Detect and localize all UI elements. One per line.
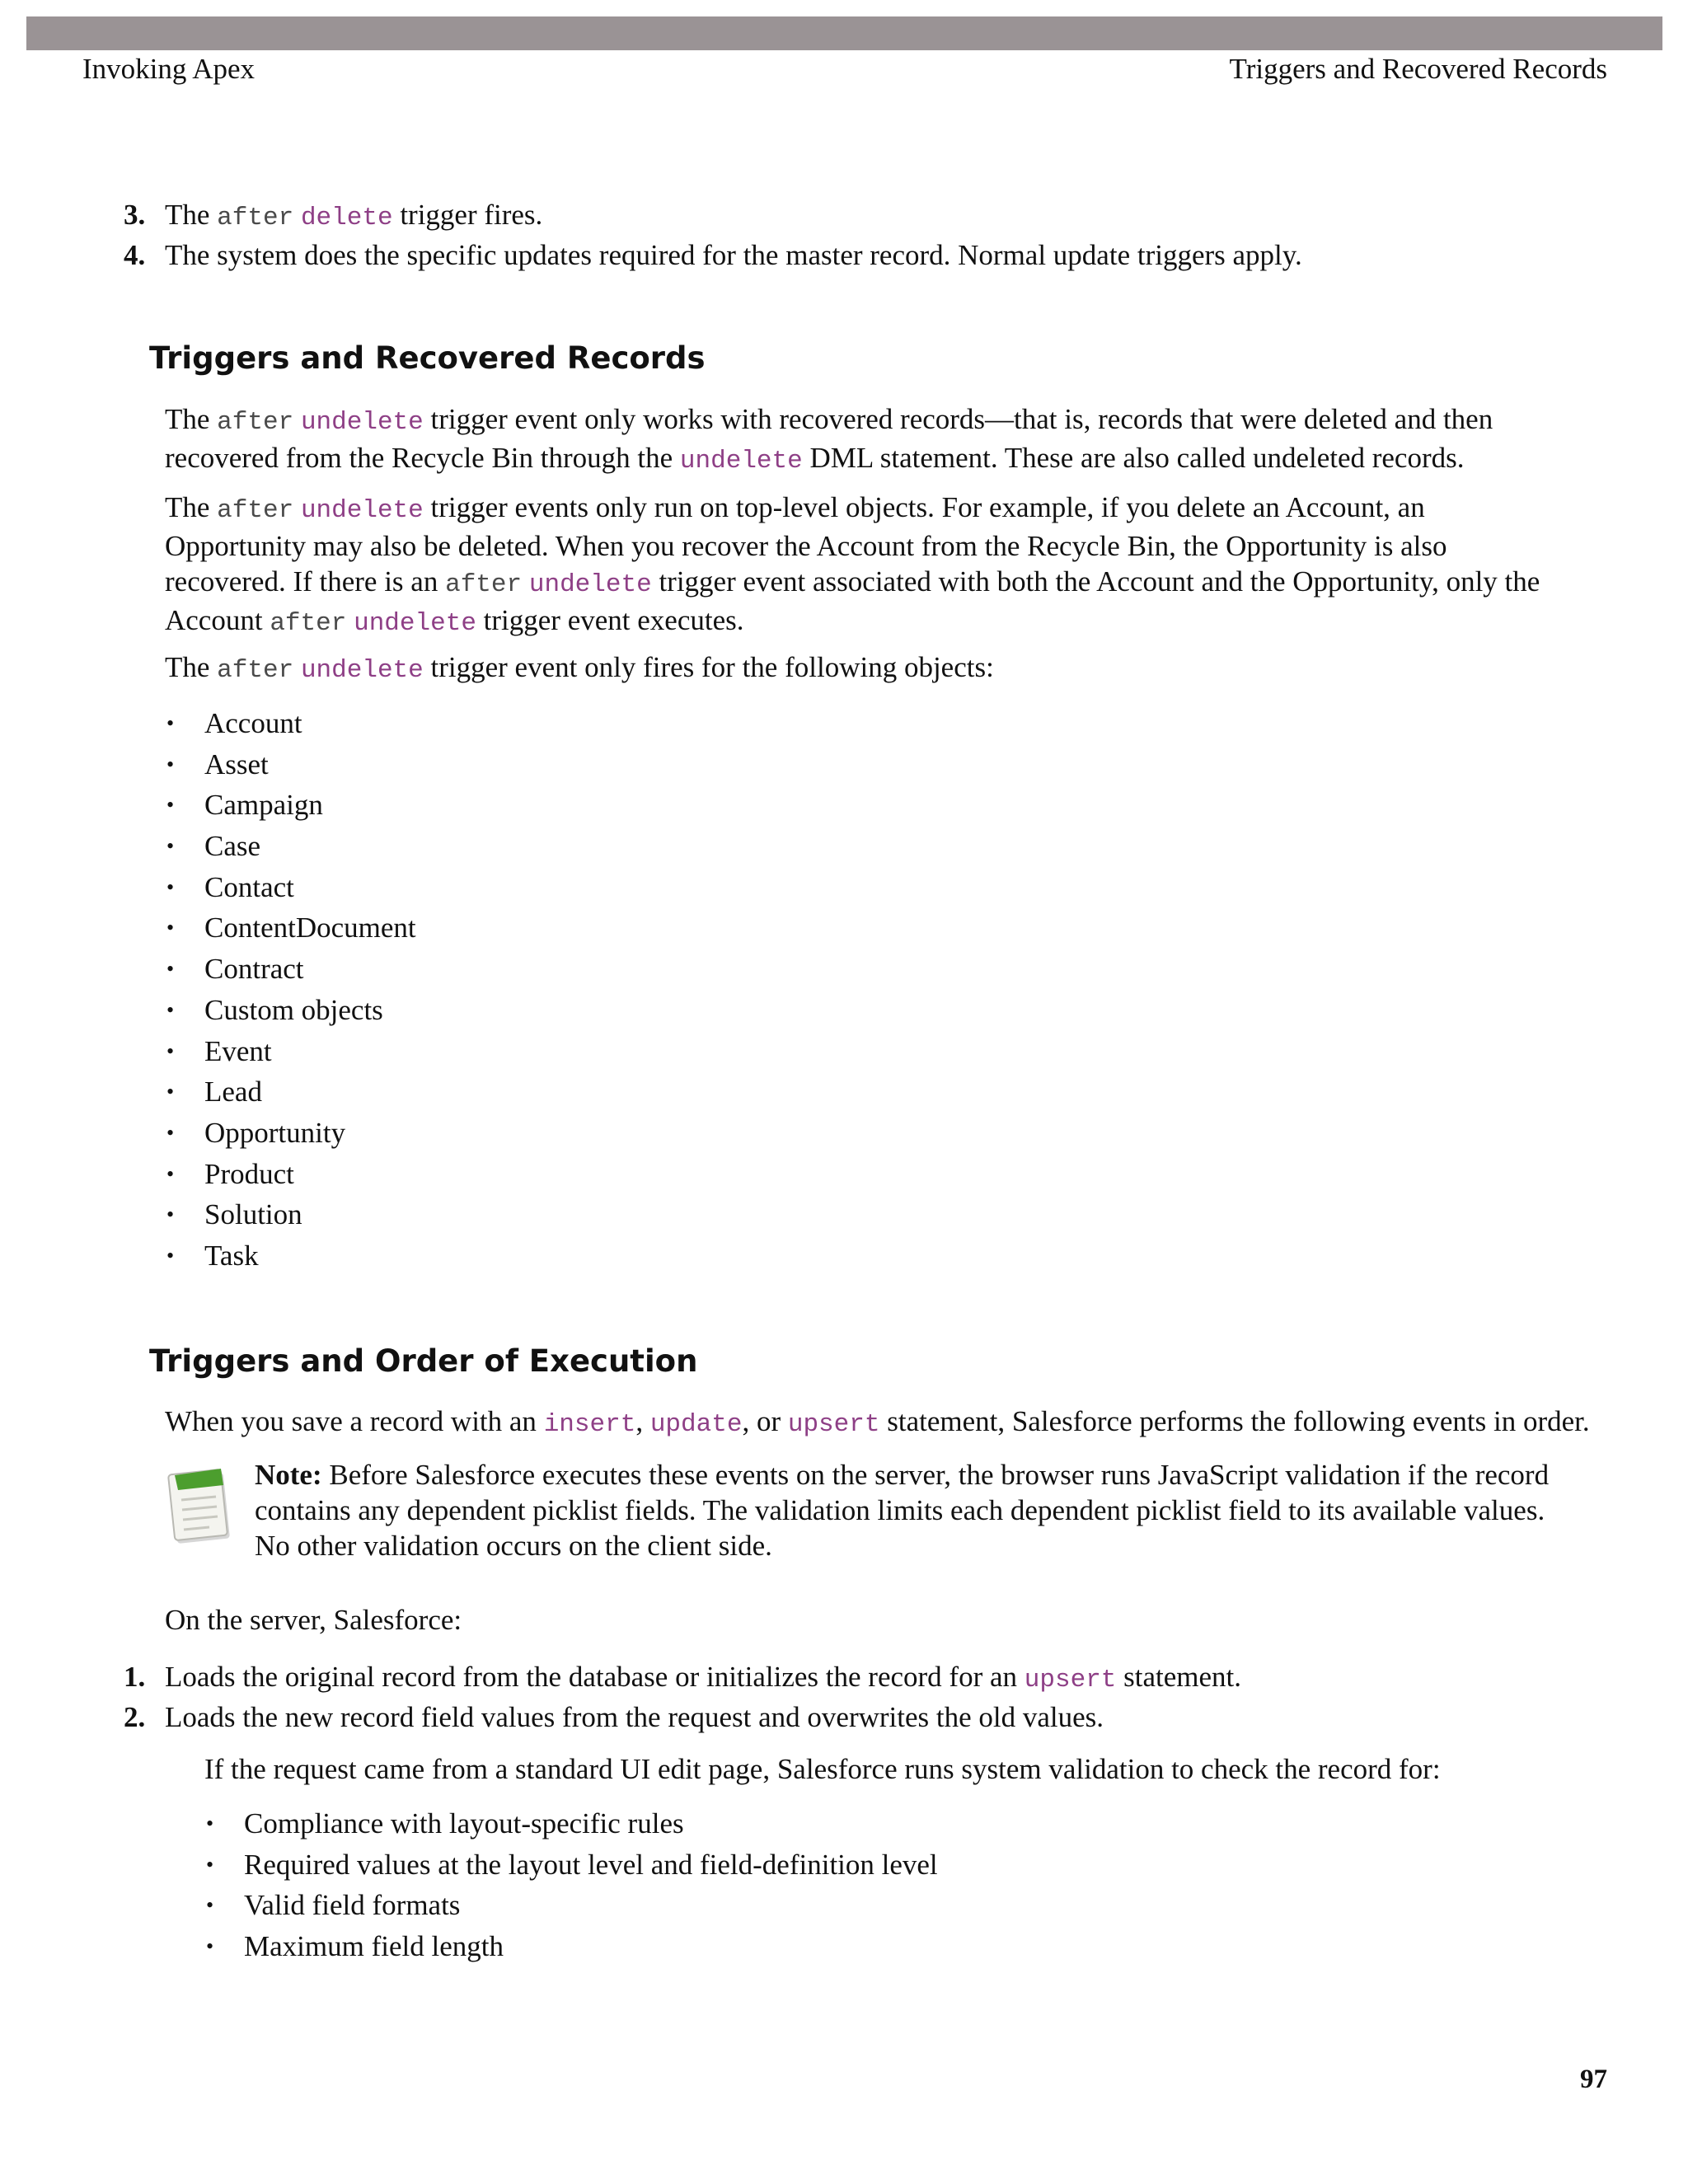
paragraph: The after undelete trigger event only works with recovered records—that is, records that were deleted and then recovered from the Recycle Bin through the undelete DML statement. These are also called undeleted records. xyxy=(165,403,1493,476)
paragraph: On the server, Salesforce: xyxy=(165,1604,462,1636)
validation-check-list xyxy=(244,1803,938,1967)
note-icon xyxy=(166,1464,232,1546)
top-steps-list xyxy=(124,194,1302,275)
list-item: • Required values at the layout level and field-definition level xyxy=(244,1844,938,1886)
list-item: • Product xyxy=(204,1154,416,1195)
note-label: Note: xyxy=(255,1459,322,1491)
section-title-order-of-execution: Triggers and Order of Execution xyxy=(149,1343,698,1379)
list-item: 1. Loads the original record from the database or initializes the record for an upsert statement. xyxy=(124,1661,1242,1694)
paragraph: When you save a record with an insert, update, or upsert statement, Salesforce performs the following events in order. xyxy=(165,1405,1590,1439)
list-item: • Valid field formats xyxy=(244,1885,938,1926)
top-bar xyxy=(26,16,1662,50)
paragraph: The after undelete trigger events only run on top-level objects. For example, if you delete an Account, an Opportunity may also be deleted. When you recover the Account from the Recycle Bin, the Opportunity is also recovered. If there is an after undelete trigger event associated with both the Account and the Opportunity, only the Account after undelete trigger event executes. xyxy=(165,491,1540,638)
list-item: • Task xyxy=(204,1235,416,1277)
running-head-right: Triggers and Recovered Records xyxy=(1229,53,1607,85)
list-item: • Event xyxy=(204,1031,416,1072)
paragraph: If the request came from a standard UI edit page, Salesforce runs system validation to check the record for: xyxy=(204,1753,1441,1785)
list-item: • Solution xyxy=(204,1194,416,1235)
list-item: 2. Loads the new record field values from the request and overwrites the old values. xyxy=(124,1701,1104,1733)
list-item: • Lead xyxy=(204,1071,416,1113)
list-item: • Contract xyxy=(204,949,416,990)
list-item: • Account xyxy=(204,703,416,744)
server-steps-list xyxy=(124,1657,1242,1737)
list-item: 4. The system does the specific updates required for the master record. Normal update triggers apply. xyxy=(124,239,1302,271)
list-item: • Campaign xyxy=(204,785,416,826)
list-item: • Compliance with layout-specific rules xyxy=(244,1803,938,1844)
list-item: • Custom objects xyxy=(204,990,416,1031)
list-item: • ContentDocument xyxy=(204,907,416,949)
list-item: • Opportunity xyxy=(204,1113,416,1154)
list-item: • Case xyxy=(204,826,416,867)
list-item: 3. The after delete trigger fires. xyxy=(124,199,543,232)
paragraph: The after undelete trigger event only fires for the following objects: xyxy=(165,651,994,685)
list-item: • Asset xyxy=(204,744,416,785)
page-number: 97 xyxy=(1580,2064,1607,2094)
list-item: • Contact xyxy=(204,867,416,908)
list-item: • Maximum field length xyxy=(244,1926,938,1967)
section-title-recovered-records: Triggers and Recovered Records xyxy=(149,340,706,376)
object-list xyxy=(204,703,416,1277)
running-head-left: Invoking Apex xyxy=(82,53,256,85)
note-text: Note: Before Salesforce executes these events on the server, the browser runs JavaScript validation if the record contains any dependent picklist fields. The validation limits each dependent picklist field to its available values. No other validation occurs on the client side. xyxy=(255,1459,1550,1562)
